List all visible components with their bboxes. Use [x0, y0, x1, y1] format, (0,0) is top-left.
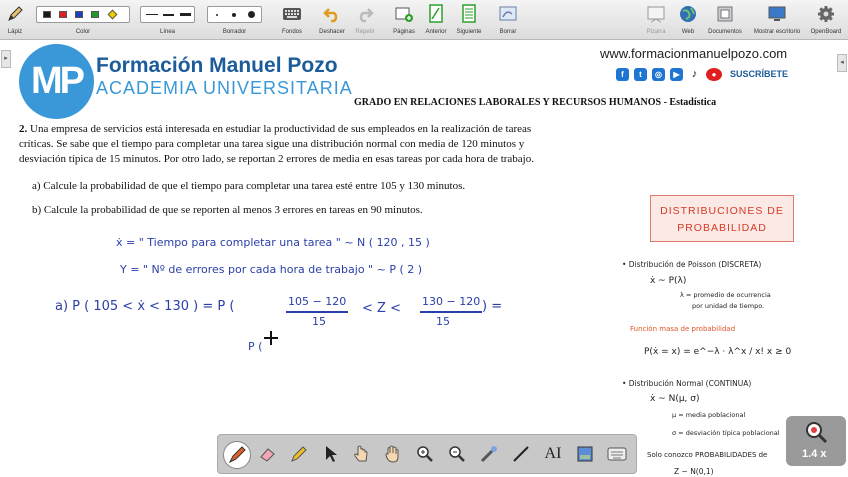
keyboard-icon: [281, 3, 303, 25]
line-tool-button[interactable]: [508, 441, 534, 467]
fraction-2-bar: [420, 311, 482, 313]
problem-text-1: Una empresa de servicios está interesada en estudiar la productividad de sus empleados en la realización de tareas: [30, 123, 532, 135]
line-thick[interactable]: [180, 13, 191, 16]
subscribe-text: SUSCRÍBETE: [730, 69, 789, 79]
poisson-lambda-line-1: λ = promedio de ocurrencia: [680, 291, 771, 299]
zoom-level: 1.4 x: [802, 448, 827, 460]
pmf-formula: P(ẋ = x) = e^−λ · λ^x / x! x ≥ 0: [644, 347, 792, 357]
handwritten-z-inequality: < Z <: [362, 301, 401, 316]
text-tool-button[interactable]: [540, 441, 566, 467]
zoom-indicator[interactable]: [786, 416, 846, 466]
poisson-definition: ẋ ~ P(λ): [650, 276, 687, 286]
tiktok-icon: ♪: [688, 68, 701, 81]
handwritten-x-definition: ẋ = " Tiempo para completar una tarea " ~ N ( 120 , 15 ): [116, 236, 430, 249]
next-page-icon: [458, 3, 480, 25]
eraser-label: Borrador: [222, 29, 247, 35]
documents-icon: [714, 3, 736, 25]
eraser-tool: [207, 2, 262, 38]
desktop-icon: [766, 3, 788, 25]
instagram-icon: ◎: [652, 68, 665, 81]
problem-line-2: críticas. Se sabe que el tiempo para completar una tarea sigue una distribución normal con media de 120 minutos y: [19, 138, 525, 150]
zoom-out-button[interactable]: [444, 441, 470, 467]
color-red[interactable]: [59, 11, 67, 18]
fraction-2-denominator: 15: [436, 315, 450, 328]
undo-icon: [321, 3, 343, 25]
poisson-lambda-line-2: por unidad de tiempo.: [692, 302, 765, 310]
logo-text: MP: [31, 60, 82, 102]
interact-tool-button[interactable]: [348, 441, 374, 467]
handwritten-part-a: a) P ( 105 < ẋ < 130 ) = P (: [55, 299, 235, 314]
youtube-icon: ▶: [670, 68, 683, 81]
eraser-sizes: [207, 6, 262, 23]
hand-icon: [384, 445, 402, 463]
redo-icon: [354, 3, 376, 25]
handwritten-p-open: P (: [248, 340, 263, 353]
poisson-title: • Distribución de Poisson (DISCRETA): [622, 260, 762, 269]
undo-button[interactable]: [316, 2, 348, 38]
pen-tool[interactable]: [2, 2, 28, 38]
line-icon: [512, 445, 530, 463]
eraser-small[interactable]: [216, 14, 218, 16]
website-url: www.formacionmanuelpozo.com: [600, 46, 788, 61]
clear-button[interactable]: [494, 2, 522, 38]
eraser-tool-button[interactable]: [254, 441, 280, 467]
globe-icon: [677, 3, 699, 25]
whiteboard-label: Pizarra: [646, 29, 666, 35]
zoom-in-icon: [416, 445, 434, 463]
normal-definition: ẋ ~ N(μ, σ): [650, 394, 700, 404]
problem-line-3: desviación típica de 15 minutos. Por otro lado, se reportan 2 errores de media en esas tareas por cada hora de trabajo.: [19, 153, 534, 165]
previous-page-label: Anterior: [425, 29, 447, 35]
color-label: Color: [75, 29, 91, 35]
whiteboard-icon: [645, 3, 667, 25]
handwritten-y-definition: Y = " Nº de errores por cada hora de trabajo " ~ P ( 2 ): [120, 263, 423, 276]
distributions-title-line-1: DISTRIBUCIONES DE: [660, 205, 784, 217]
keyboard-tool-button[interactable]: [604, 441, 630, 467]
board-page[interactable]: [12, 41, 832, 477]
documents-label: Documentos: [708, 29, 742, 35]
bell-icon: ●: [706, 68, 722, 81]
undo-label: Deshacer: [319, 29, 345, 35]
question-b: b) Calcule la probabilidad de que se reporten al menos 3 errores en tareas en 90 minutos.: [32, 204, 423, 216]
laser-pointer-button[interactable]: [476, 441, 502, 467]
bottom-note-line-1: Solo conozco PROBABILIDADES de: [647, 451, 768, 459]
whiteboard-button[interactable]: [642, 2, 670, 38]
highlighter-icon: [290, 445, 308, 463]
arrow-cursor-icon: [324, 445, 338, 463]
fraction-1-bar: [286, 311, 348, 313]
eraser-medium[interactable]: [232, 13, 236, 17]
pointing-hand-icon: [352, 445, 370, 463]
capture-icon: [576, 445, 594, 463]
next-page-button[interactable]: [452, 2, 486, 38]
problem-number: 2.: [19, 123, 28, 135]
pen-icon: [4, 3, 26, 25]
magnifier-icon: [804, 420, 828, 444]
normal-mu: μ = media poblacional: [672, 411, 746, 419]
web-label: Web: [681, 29, 695, 35]
normal-title: • Distribución Normal (CONTINUA): [622, 379, 752, 388]
pmf-label: Función masa de probabilidad: [630, 325, 736, 333]
highlighter-tool-button[interactable]: [286, 441, 312, 467]
text-icon: AI: [544, 445, 562, 462]
show-desktop-label: Mostrar escritorio: [753, 29, 801, 35]
documents-button[interactable]: [704, 2, 746, 38]
drawing-toolbar: [217, 434, 637, 474]
line-widths: [140, 6, 195, 23]
distributions-title-line-2: PROBABILIDAD: [677, 222, 767, 234]
previous-page-button[interactable]: [420, 2, 452, 38]
laser-pointer-icon: [480, 445, 498, 463]
hand-tool-button[interactable]: [380, 441, 406, 467]
fraction-2-numerator: 130 − 120: [422, 295, 481, 308]
course-subtitle: GRADO EN RELACIONES LABORALES Y RECURSOS HUMANOS - Estadística: [354, 97, 717, 108]
openboard-button[interactable]: [806, 2, 846, 38]
zoom-out-icon: [448, 445, 466, 463]
pen-tool-button[interactable]: [223, 441, 251, 469]
question-a: a) Calcule la probabilidad de que el tiempo para completar una tarea esté entre 105 y 130 minutos.: [32, 180, 466, 192]
web-button[interactable]: [676, 2, 700, 38]
backgrounds-label: Fondos: [281, 29, 302, 35]
color-yellow[interactable]: [108, 10, 118, 20]
previous-page-icon: [425, 3, 447, 25]
facebook-icon: f: [616, 68, 629, 81]
twitter-icon: t: [634, 68, 647, 81]
problem-line-1: [19, 123, 531, 135]
fraction-1-denominator: 15: [312, 315, 326, 328]
line-tool: [140, 2, 195, 38]
pen-icon: [228, 446, 246, 464]
pen-label: Lápiz: [7, 29, 23, 35]
next-page-label: Siguiente: [456, 29, 482, 35]
capture-tool-button[interactable]: [572, 441, 598, 467]
right-panel-toggle[interactable]: ◂: [837, 54, 847, 72]
color-tool: [36, 2, 130, 38]
bottom-note-line-2: Z ~ N(0,1): [674, 467, 714, 476]
select-tool-button[interactable]: [318, 441, 344, 467]
line-label: Línea: [159, 29, 175, 35]
redo-label: Repetir: [355, 29, 375, 35]
zoom-in-button[interactable]: [412, 441, 438, 467]
normal-sigma: σ = desviación típica poblacional: [672, 429, 780, 437]
cursor-crosshair: [264, 331, 278, 345]
pages-label: Páginas: [393, 29, 415, 35]
logo: [19, 44, 94, 119]
color-green[interactable]: [91, 11, 99, 18]
left-panel-toggle[interactable]: ▸: [1, 50, 11, 68]
eraser-icon: [258, 445, 276, 463]
eraser-large[interactable]: [248, 11, 255, 18]
line-medium[interactable]: [163, 14, 174, 16]
gear-icon: [815, 3, 837, 25]
add-page-icon: [393, 3, 415, 25]
top-toolbar: [0, 0, 848, 40]
brand-name: Formación Manuel Pozo: [96, 54, 338, 77]
show-desktop-button[interactable]: [748, 2, 806, 38]
pages-button[interactable]: [390, 2, 418, 38]
redo-button[interactable]: [350, 2, 380, 38]
distributions-title-box: [650, 195, 794, 242]
backgrounds-button[interactable]: [278, 2, 306, 38]
clear-label: Borrar: [499, 29, 517, 35]
color-black[interactable]: [43, 11, 51, 18]
openboard-label: OpenBoard: [810, 29, 842, 35]
clear-page-icon: [497, 3, 519, 25]
line-thin[interactable]: [146, 14, 158, 15]
fraction-1-numerator: 105 − 120: [288, 295, 347, 308]
handwritten-equals: ) =: [482, 299, 503, 314]
keyboard-icon: [607, 447, 627, 461]
color-blue[interactable]: [75, 11, 83, 18]
brand-subtitle: ACADEMIA UNIVERSITARIA: [96, 78, 353, 98]
color-palette: [36, 6, 130, 23]
